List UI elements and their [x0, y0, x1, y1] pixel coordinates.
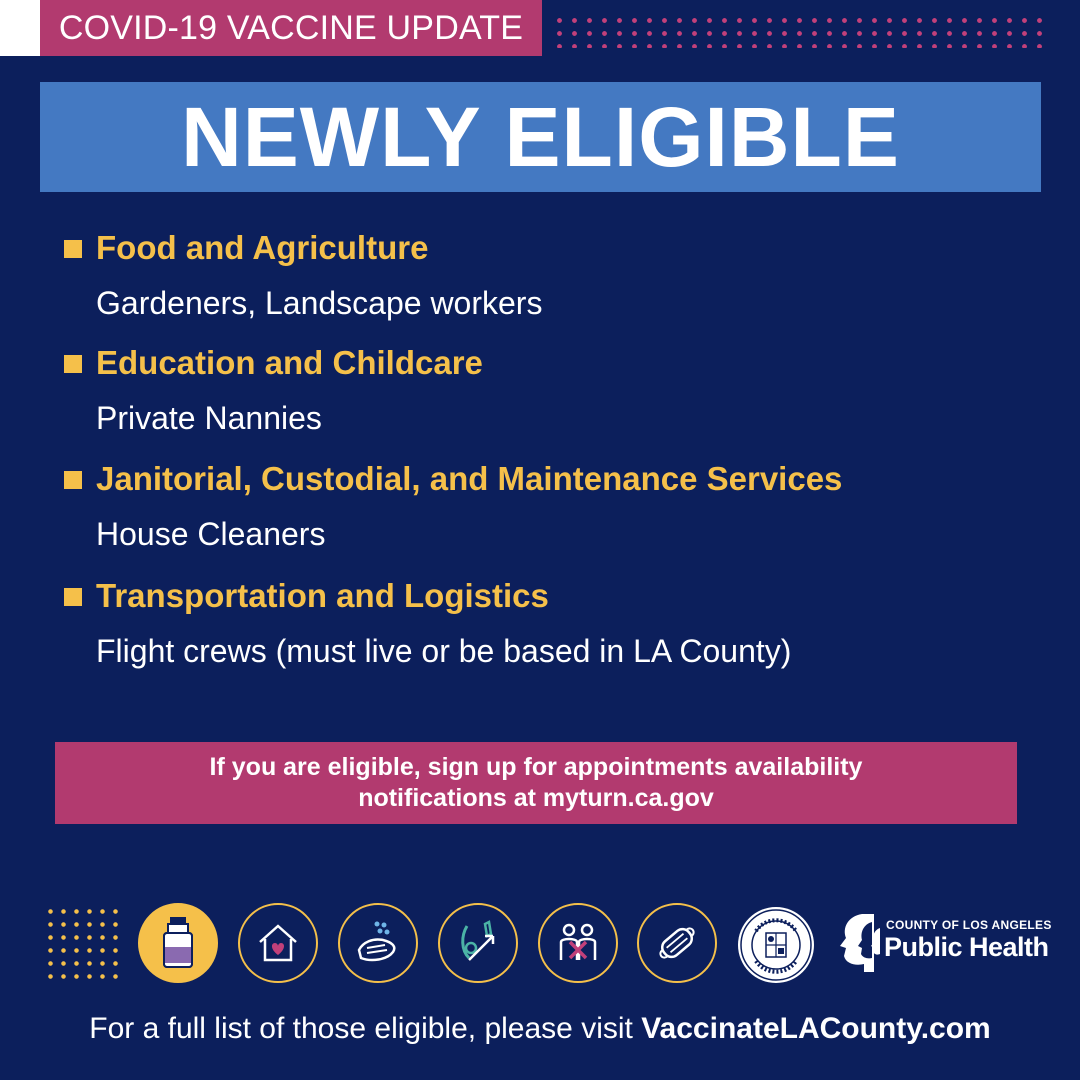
category-detail: Flight crews (must live or be based in LA County) — [96, 633, 792, 669]
public-health-logo — [834, 910, 1052, 976]
physical-distance-icon — [438, 903, 518, 983]
category-detail: Gardeners, Landscape workers — [96, 285, 543, 321]
vaccine-vial-icon — [138, 903, 218, 983]
profiles-logo-icon — [834, 910, 884, 976]
page-title: NEWLY ELIGIBLE — [40, 82, 1041, 192]
bullet-icon — [64, 355, 82, 373]
signup-line-2: notifications at myturn.ca.gov — [358, 784, 714, 812]
face-mask-icon — [637, 903, 717, 983]
decorative-dots-top — [552, 14, 1052, 48]
signup-banner — [55, 742, 1017, 824]
bullet-icon — [64, 588, 82, 606]
category-label: Janitorial, Custodial, and Maintenance Services — [96, 460, 843, 497]
hand-washing-icon — [338, 903, 418, 983]
corner-block — [0, 0, 40, 56]
update-tag: COVID-19 VACCINE UPDATE — [40, 0, 542, 56]
category-label: Transportation and Logistics — [96, 577, 549, 614]
footer-link[interactable]: VaccinateLACounty.com — [641, 1012, 991, 1045]
bullet-icon — [64, 240, 82, 258]
category-label: Education and Childcare — [96, 344, 483, 381]
county-label: COUNTY OF LOS ANGELES — [886, 918, 1052, 932]
county-seal-icon — [736, 905, 816, 985]
bullet-icon — [64, 471, 82, 489]
no-gathering-icon — [538, 903, 618, 983]
decorative-dots-bottom — [44, 905, 122, 983]
stay-home-icon — [238, 903, 318, 983]
org-name: Public Health — [884, 932, 1049, 962]
footer-prefix: For a full list of those eligible, please visit — [89, 1012, 633, 1045]
category-detail: Private Nannies — [96, 400, 322, 436]
category-label: Food and Agriculture — [96, 229, 429, 266]
footer-text — [0, 1004, 1080, 1054]
signup-line-1: If you are eligible, sign up for appointments availability — [209, 753, 863, 781]
category-detail: House Cleaners — [96, 516, 326, 552]
